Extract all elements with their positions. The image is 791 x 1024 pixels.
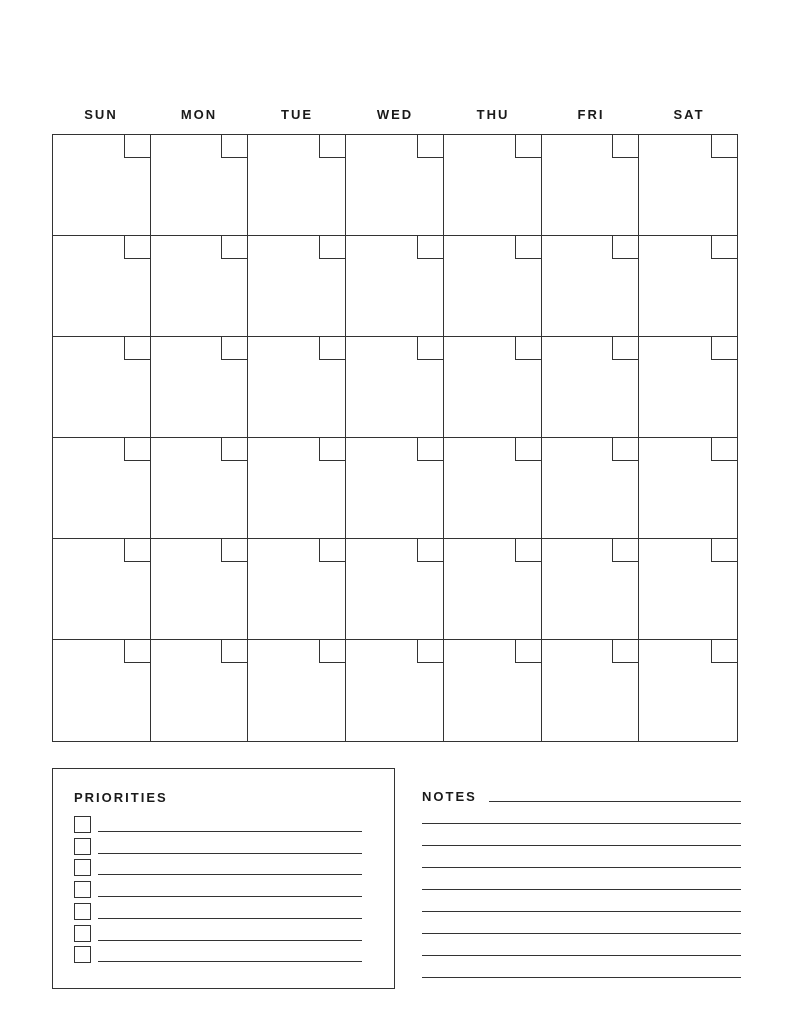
priority-item (74, 838, 362, 855)
date-number-box[interactable] (711, 135, 737, 158)
day-cell[interactable] (542, 539, 640, 640)
day-cell[interactable] (53, 438, 151, 539)
date-number-box[interactable] (124, 337, 150, 360)
date-number-box[interactable] (417, 640, 443, 663)
date-number-box[interactable] (319, 337, 345, 360)
day-cell[interactable] (542, 438, 640, 539)
day-cell[interactable] (248, 337, 346, 438)
notes-write-line[interactable] (422, 955, 741, 956)
priority-checkbox[interactable] (74, 838, 91, 855)
date-number-box[interactable] (124, 640, 150, 663)
day-cell[interactable] (53, 135, 151, 236)
date-number-box[interactable] (612, 539, 638, 562)
priority-checkbox[interactable] (74, 946, 91, 963)
priority-item (74, 903, 362, 920)
priority-checkbox[interactable] (74, 859, 91, 876)
date-number-box[interactable] (319, 539, 345, 562)
notes-write-line[interactable] (422, 867, 741, 868)
priority-item (74, 816, 362, 833)
day-cell[interactable] (151, 135, 249, 236)
notes-write-line[interactable] (422, 889, 741, 890)
priority-write-line[interactable] (98, 918, 362, 919)
day-cell[interactable] (444, 337, 542, 438)
day-cell[interactable] (639, 236, 737, 337)
day-cell[interactable] (151, 640, 249, 741)
day-cell[interactable] (248, 640, 346, 741)
priority-item (74, 946, 362, 963)
date-number-box[interactable] (319, 236, 345, 259)
day-cell[interactable] (248, 135, 346, 236)
notes-title-line[interactable] (489, 801, 741, 802)
priority-item (74, 881, 362, 898)
day-cell[interactable] (151, 236, 249, 337)
day-header-tue: TUE (281, 107, 313, 122)
priority-checkbox[interactable] (74, 925, 91, 942)
day-cell[interactable] (444, 236, 542, 337)
date-number-box[interactable] (417, 236, 443, 259)
priority-checkbox[interactable] (74, 816, 91, 833)
notes-write-line[interactable] (422, 845, 741, 846)
date-number-box[interactable] (417, 539, 443, 562)
day-cell[interactable] (639, 640, 737, 741)
day-cell[interactable] (542, 337, 640, 438)
priority-write-line[interactable] (98, 853, 362, 854)
day-cell[interactable] (53, 337, 151, 438)
day-cell[interactable] (53, 539, 151, 640)
date-number-box[interactable] (221, 135, 247, 158)
day-cell[interactable] (346, 640, 444, 741)
day-cell[interactable] (151, 337, 249, 438)
date-number-box[interactable] (711, 438, 737, 461)
date-number-box[interactable] (221, 640, 247, 663)
day-cell[interactable] (542, 135, 640, 236)
date-number-box[interactable] (124, 135, 150, 158)
date-number-box[interactable] (221, 438, 247, 461)
priority-write-line[interactable] (98, 874, 362, 875)
priority-write-line[interactable] (98, 896, 362, 897)
date-number-box[interactable] (612, 438, 638, 461)
day-cell[interactable] (53, 236, 151, 337)
day-header-fri: FRI (577, 107, 605, 122)
day-cell[interactable] (542, 236, 640, 337)
date-number-box[interactable] (221, 236, 247, 259)
priority-write-line[interactable] (98, 961, 362, 962)
date-number-box[interactable] (515, 236, 541, 259)
day-cell[interactable] (346, 337, 444, 438)
date-number-box[interactable] (124, 539, 150, 562)
date-number-box[interactable] (124, 438, 150, 461)
priority-checkbox[interactable] (74, 903, 91, 920)
date-number-box[interactable] (417, 337, 443, 360)
day-cell[interactable] (53, 640, 151, 741)
day-cell[interactable] (444, 640, 542, 741)
day-header-sat: SAT (673, 107, 705, 122)
notes-title: NOTES (422, 789, 477, 804)
priority-write-line[interactable] (98, 831, 362, 832)
date-number-box[interactable] (124, 236, 150, 259)
notes-write-line[interactable] (422, 911, 741, 912)
date-number-box[interactable] (319, 135, 345, 158)
day-cell[interactable] (248, 438, 346, 539)
date-number-box[interactable] (612, 135, 638, 158)
date-number-box[interactable] (612, 337, 638, 360)
date-number-box[interactable] (515, 640, 541, 663)
priority-item (74, 859, 362, 876)
day-cell[interactable] (248, 236, 346, 337)
day-cell[interactable] (346, 539, 444, 640)
notes-write-line[interactable] (422, 933, 741, 934)
day-cell[interactable] (346, 236, 444, 337)
day-cell[interactable] (151, 438, 249, 539)
day-cell[interactable] (346, 438, 444, 539)
date-number-box[interactable] (711, 337, 737, 360)
day-header-thu: THU (476, 107, 510, 122)
day-header-mon: MON (180, 107, 218, 122)
day-cell[interactable] (346, 135, 444, 236)
priorities-panel (52, 768, 395, 989)
date-number-box[interactable] (221, 337, 247, 360)
day-header-row (52, 104, 738, 126)
date-number-box[interactable] (612, 236, 638, 259)
priority-write-line[interactable] (98, 940, 362, 941)
day-cell[interactable] (151, 539, 249, 640)
day-cell[interactable] (248, 539, 346, 640)
day-cell[interactable] (542, 640, 640, 741)
date-number-box[interactable] (417, 135, 443, 158)
date-number-box[interactable] (711, 539, 737, 562)
day-cell[interactable] (444, 135, 542, 236)
day-cell[interactable] (444, 539, 542, 640)
day-header-sun: SUN (84, 107, 118, 122)
day-cell[interactable] (639, 438, 737, 539)
priority-item (74, 925, 362, 942)
day-cell[interactable] (444, 438, 542, 539)
day-cell[interactable] (639, 135, 737, 236)
date-number-box[interactable] (417, 438, 443, 461)
priority-checkbox[interactable] (74, 881, 91, 898)
date-number-box[interactable] (515, 337, 541, 360)
priorities-title: PRIORITIES (74, 790, 168, 805)
calendar-grid (52, 134, 738, 742)
date-number-box[interactable] (711, 236, 737, 259)
date-number-box[interactable] (319, 640, 345, 663)
date-number-box[interactable] (515, 438, 541, 461)
day-cell[interactable] (639, 539, 737, 640)
day-cell[interactable] (639, 337, 737, 438)
date-number-box[interactable] (515, 539, 541, 562)
date-number-box[interactable] (711, 640, 737, 663)
notes-write-line[interactable] (422, 823, 741, 824)
date-number-box[interactable] (221, 539, 247, 562)
date-number-box[interactable] (515, 135, 541, 158)
date-number-box[interactable] (319, 438, 345, 461)
notes-write-line[interactable] (422, 977, 741, 978)
day-header-wed: WED (376, 107, 414, 122)
date-number-box[interactable] (612, 640, 638, 663)
